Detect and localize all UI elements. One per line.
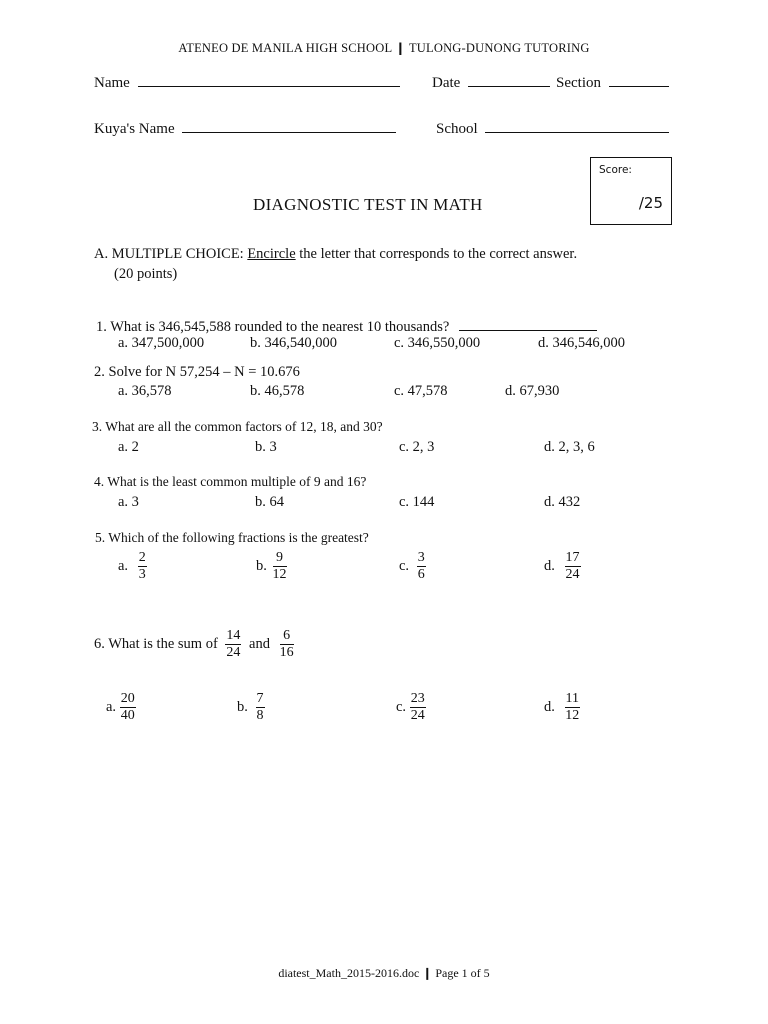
question-6 <box>94 628 294 661</box>
q3-option-a[interactable]: a. 2 <box>118 439 139 455</box>
score-box <box>590 157 672 225</box>
fraction-denominator: 24 <box>410 708 425 723</box>
score-label: Score: <box>599 164 632 176</box>
q2-option-c[interactable]: c. 47,578 <box>394 383 448 399</box>
question-1-text: 1. What is 346,545,588 rounded to the nearest 10 thousands? <box>96 319 450 335</box>
school-field[interactable] <box>436 118 669 138</box>
fraction-numerator: 14 <box>226 628 241 643</box>
school-header: ATENEO DE MANILA HIGH SCHOOL ❙ TULONG-DUNONG TUTORING <box>178 41 590 55</box>
fraction-numerator: 20 <box>120 691 135 706</box>
kuya-name-label: Kuya's Name <box>94 121 175 137</box>
question-2-text: 2. Solve for N 57,254 – N = 10.676 <box>94 364 300 380</box>
name-label: Name <box>94 75 130 91</box>
section-field[interactable] <box>556 72 669 92</box>
q5-option-b-letter: b. <box>256 557 267 574</box>
section-a-instructions <box>94 244 672 284</box>
question-6-fraction-2 <box>280 628 294 661</box>
fraction-numerator: 6 <box>280 628 294 645</box>
q4-option-b[interactable]: b. 64 <box>255 494 284 510</box>
section-label: Section <box>556 75 601 91</box>
q1-option-d[interactable]: d. 346,546,000 <box>538 335 625 351</box>
q4-option-d[interactable]: d. 432 <box>544 494 581 510</box>
q6-option-a[interactable] <box>106 691 136 724</box>
q4-option-c[interactable]: c. 144 <box>399 494 435 510</box>
score-total: /25 <box>638 194 663 212</box>
question-3-text: 3. What are all the common factors of 12, 18, and 30? <box>92 419 383 434</box>
fraction-denominator: 6 <box>417 567 425 582</box>
q5-option-c[interactable] <box>399 550 426 583</box>
q1-option-a[interactable]: a. 347,500,000 <box>118 335 205 351</box>
q6-option-a-fraction <box>120 691 136 724</box>
section-a-keyword: Encircle <box>247 246 296 262</box>
section-a-points: (20 points) <box>114 266 178 282</box>
q3-option-b[interactable]: b. 3 <box>255 439 277 455</box>
q1-option-c[interactable]: c. 346,550,000 <box>394 335 481 351</box>
fraction-numerator: 11 <box>565 691 579 706</box>
q6-option-b-letter: b. <box>237 698 248 715</box>
fraction-numerator: 7 <box>256 691 264 706</box>
question-1 <box>96 316 597 336</box>
fraction-denominator: 24 <box>226 645 241 660</box>
fraction-denominator: 12 <box>565 708 580 723</box>
question-5-text: 5. Which of the following fractions is the greatest? <box>95 530 369 545</box>
page-title: DIAGNOSTIC TEST IN MATH <box>253 195 483 214</box>
date-blank[interactable] <box>468 72 550 87</box>
q5-option-d-fraction <box>565 550 581 583</box>
fraction-numerator: 3 <box>417 550 425 565</box>
q6-option-b[interactable] <box>237 691 265 724</box>
section-a-prefix: A. MULTIPLE CHOICE: <box>94 246 244 262</box>
date-field[interactable] <box>432 72 550 92</box>
q5-option-b[interactable] <box>256 550 287 583</box>
fraction-denominator: 24 <box>565 567 580 582</box>
q6-option-a-letter: a. <box>106 698 117 715</box>
q5-option-a[interactable] <box>118 550 147 583</box>
school-blank[interactable] <box>485 118 669 133</box>
q6-option-d-letter: d. <box>544 698 555 715</box>
q6-option-c[interactable] <box>396 691 426 724</box>
fraction-denominator: 12 <box>272 567 287 582</box>
section-blank[interactable] <box>609 72 669 87</box>
fraction-denominator: 16 <box>279 645 294 660</box>
q6-option-d[interactable] <box>544 691 580 724</box>
name-field[interactable] <box>94 72 400 92</box>
q5-option-b-fraction <box>273 550 287 583</box>
q2-option-d[interactable]: d. 67,930 <box>505 383 560 399</box>
fraction-numerator: 9 <box>273 550 287 567</box>
fraction-denominator: 3 <box>138 567 146 582</box>
fraction-numerator: 2 <box>138 550 146 565</box>
question-1-answer-blank[interactable] <box>459 316 597 331</box>
question-6-join: and <box>249 635 270 652</box>
school-label: School <box>436 121 478 137</box>
q6-option-b-fraction <box>256 691 265 724</box>
fraction-denominator: 40 <box>120 708 135 723</box>
question-6-text: 6. What is the sum of <box>94 635 218 652</box>
q3-option-d[interactable]: d. 2, 3, 6 <box>544 439 595 455</box>
q1-option-b[interactable]: b. 346,540,000 <box>250 335 337 351</box>
q6-option-c-fraction <box>410 691 426 724</box>
fraction-numerator: 23 <box>410 691 425 706</box>
q5-option-a-fraction <box>138 550 147 583</box>
q5-option-a-letter: a. <box>118 557 129 574</box>
q2-option-b[interactable]: b. 46,578 <box>250 383 305 399</box>
kuya-name-blank[interactable] <box>182 118 396 133</box>
name-blank[interactable] <box>138 72 400 87</box>
q5-option-d-letter: d. <box>544 557 555 574</box>
q6-option-d-fraction <box>565 691 580 724</box>
date-label: Date <box>432 75 461 91</box>
page-footer: diatest_Math_2015-2016.doc ❙ Page 1 of 5 <box>278 966 490 980</box>
q5-option-c-letter: c. <box>399 557 410 574</box>
q3-option-c[interactable]: c. 2, 3 <box>399 439 435 455</box>
kuya-name-field[interactable] <box>94 118 396 138</box>
fraction-numerator: 17 <box>565 550 580 565</box>
q5-option-d[interactable] <box>544 550 581 583</box>
q5-option-c-fraction <box>417 550 426 583</box>
question-4-text: 4. What is the least common multiple of 9 and 16? <box>94 474 367 489</box>
fraction-denominator: 8 <box>256 708 264 723</box>
q4-option-a[interactable]: a. 3 <box>118 494 139 510</box>
question-6-fraction-1 <box>225 628 241 661</box>
q6-option-c-letter: c. <box>396 698 407 715</box>
q2-option-a[interactable]: a. 36,578 <box>118 383 172 399</box>
section-a-rest: the letter that corresponds to the correct answer. <box>299 246 578 262</box>
